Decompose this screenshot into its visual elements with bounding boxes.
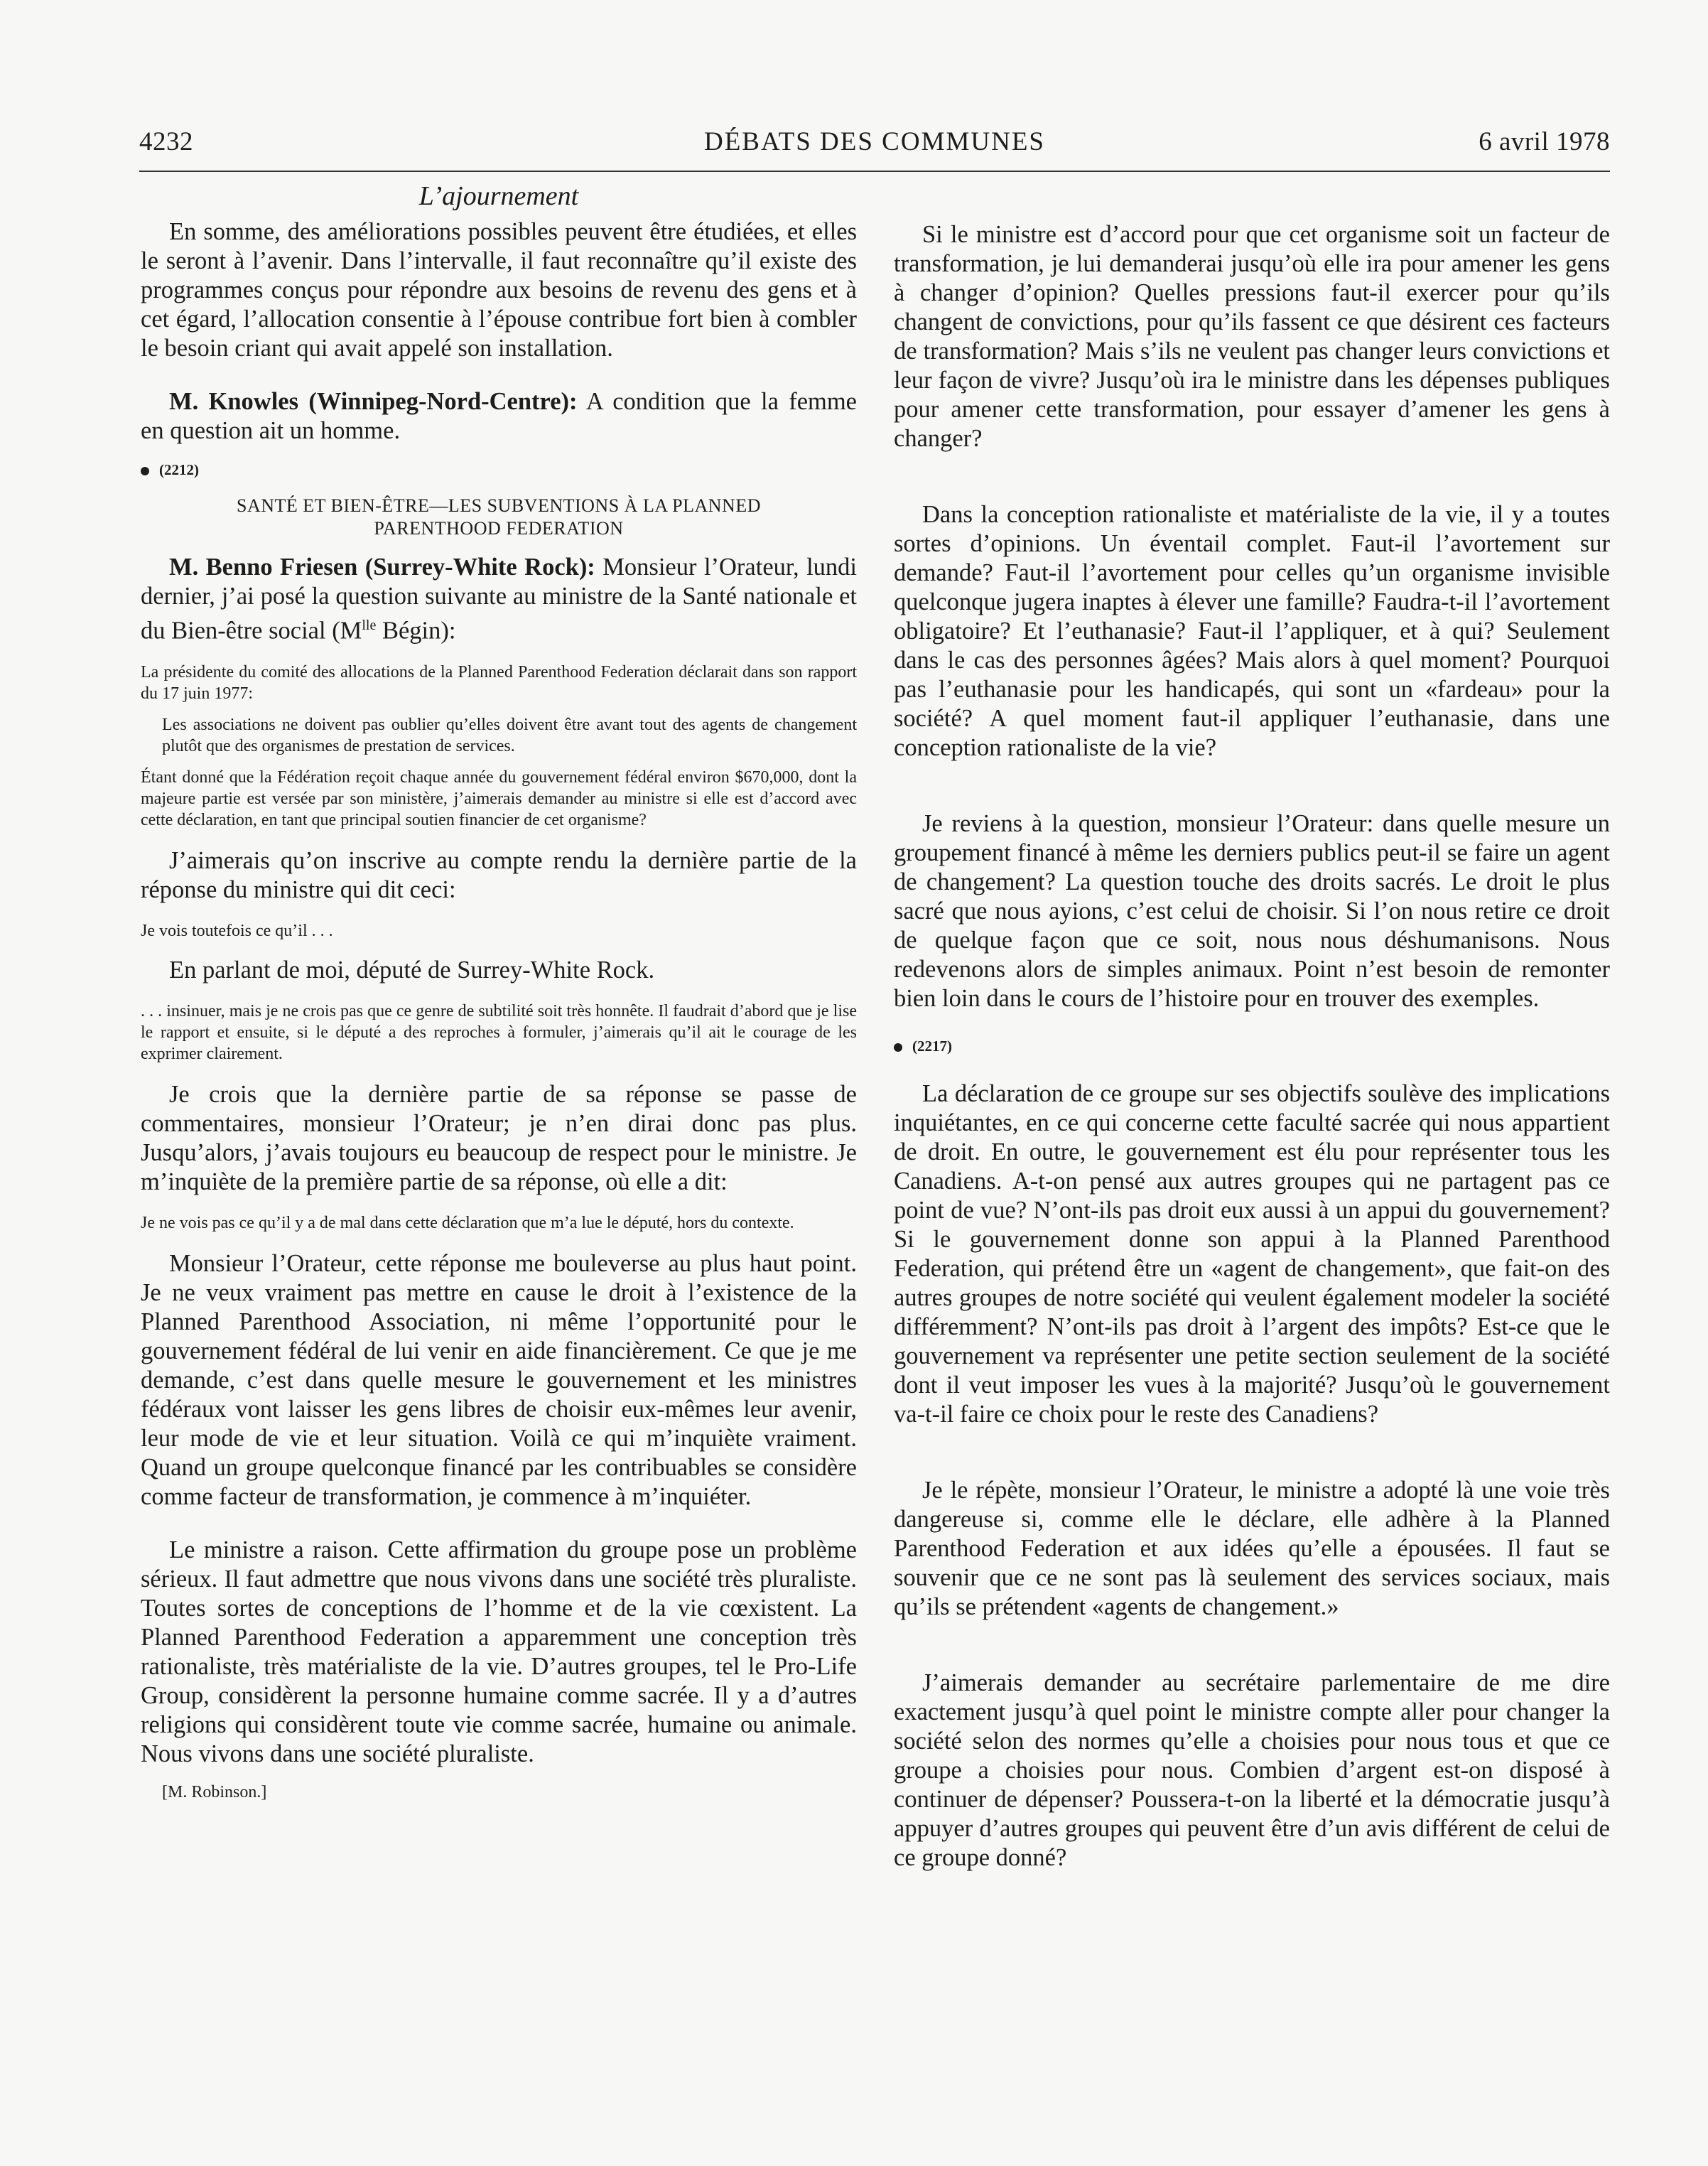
paragraph xyxy=(141,387,857,446)
bullet-icon xyxy=(141,467,149,475)
publication-title: DÉBATS DES COMMUNES xyxy=(703,127,1045,156)
quote: Je ne vois pas ce qu’il y a de mal dans cette déclaration que m’a lue le député, hors du contexte. xyxy=(141,1213,794,1232)
debate-heading xyxy=(141,495,857,540)
page-number: 4232 xyxy=(139,127,193,156)
time-marker xyxy=(141,461,857,479)
paragraph: J’aimerais demander au secrétaire parlementaire de me dire exactement jusqu’à quel point le ministre compte aller pour changer la société selon des normes qu’elle a choisies pour nous tous et que ce groupe a choisies pour nous. Combien d’argent est-on disposé à continuer de dépenser? Poussera-t-on la liberté et la démocratie jusqu’à appuyer d’autres groupes qui peuvent être d’un avis différent de celui de ce groupe donné? xyxy=(894,1669,1610,1871)
speech-text: Bégin): xyxy=(376,617,456,645)
paragraph: J’aimerais qu’on inscrive au compte rendu la dernière partie de la réponse du ministre qui dit ceci: xyxy=(141,846,857,903)
debate-heading-line: PARENTHOOD FEDERATION xyxy=(374,518,624,539)
paragraph: Dans la conception rationaliste et matérialiste de la vie, il y a toutes sortes d’opinions. Un éventail complet. Faut-il l’avortement sur demande? Faut-il l’avortement pour celles qu’un organisme invisible quelconque jugera inaptes à élever une famille? Faudra-t-il l’avortement obligatoire? Et l’euthanasie? Faut-il l’appliquer, et à qui? Seulement dans le cas des personnes âgées? Mais alors à quel moment? Pourquoi pas l’euthanasie pour les handicapés, qui sont un «fardeau» pour la société? A quel moment faut-il appliquer l’euthanasie, dans une conception rationaliste de la vie? xyxy=(894,501,1610,761)
chair-note: [M. Robinson.] xyxy=(162,1782,267,1801)
section-title: L’ajournement xyxy=(418,181,579,211)
time-marker xyxy=(894,1038,1610,1055)
superscript: lle xyxy=(362,618,377,633)
paragraph xyxy=(141,553,857,646)
debate-heading-line: SANTÉ ET BIEN-ÊTRE—LES SUBVENTIONS À LA PLANNED xyxy=(237,495,761,516)
time-marker-text: (2212) xyxy=(159,461,199,478)
paragraph: En somme, des améliorations possibles peuvent être étudiées, et elles le seront à l’avenir. Dans l’intervalle, il faut reconnaître qu’il existe des programmes conçus pour répondre aux besoins de revenu des gens et à cet égard, l’allocation consentie à l’épouse contribue fort bien à combler le besoin criant qui avait appelé son installation. xyxy=(141,218,857,362)
quote: La présidente du comité des allocations de la Planned Parenthood Federation déclarait dans son rapport du 17 juin 1977: xyxy=(141,662,857,703)
paragraph: Je reviens à la question, monsieur l’Orateur: dans quelle mesure un groupement financé à même les derniers publics peut-il se faire un agent de changement? La question touche des droits sacrés. Le droit le plus sacré que nous ayions, c’est celui de choisir. Si l’on nous retire ce droit de quelque façon que ce soit, nous nous déshumanisons. Nous redevenons alors de simples animaux. Point n’est besoin de remonter bien loin dans le cours de l’histoire pour en trouver des exemples. xyxy=(894,810,1610,1012)
quote: Je vois toutefois ce qu’il . . . xyxy=(141,921,333,940)
left-column xyxy=(141,175,857,1802)
paragraph: Je le répète, monsieur l’Orateur, le ministre a adopté là une voie très dangereuse si, comme elle le déclare, elle adhère à la Planned Parenthood Federation et aux idées qu’elle a épousées. Il faut se souvenir que ce ne sont pas là seulement des services sociaux, mais qu’ils se prétendent «agents de changement.» xyxy=(894,1477,1610,1620)
issue-date: 6 avril 1978 xyxy=(1479,127,1610,156)
speaker-name: M. Knowles (Winnipeg-Nord-Centre): xyxy=(169,388,578,415)
speaker-name: M. Benno Friesen (Surrey-White Rock): xyxy=(169,554,595,581)
quote: Les associations ne doivent pas oublier qu’elles doivent être avant tout des agents de changement plutôt que des organismes de prestation de services. xyxy=(162,715,857,755)
quote: Étant donné que la Fédération reçoit chaque année du gouvernement fédéral environ $670,000, dont la majeure partie est versée par son ministère, j’aimerais demander au ministre si elle est d’accord avec cette déclaration, en tant que principal soutien financier de cet organisme? xyxy=(141,767,857,829)
right-column xyxy=(894,220,1610,1873)
speech-text: Monsieur l’Orateur, lundi dernier, j’ai posé la question suivante au ministre de la Santé nationale et du Bien-être social (M xyxy=(141,554,857,645)
page-header xyxy=(139,126,1610,172)
paragraph: La déclaration de ce groupe sur ses objectifs soulève des implications inquiétantes, en ce qui concerne cette faculté sacrée qui nous appartient de droit. En outre, le gouvernement est élu pour représenter tous les Canadiens. A-t-on pensé aux autres groupes qui ne partagent pas ce point de vue? N’ont-ils pas droit eux aussi à un appui du gouvernement? Si le gouvernement donne son appui à la Planned Parenthood Federation, qui prétend être un «agent de changement», que fait-on des autres groupes de notre société qui veulent également modeler la société différemment? N’ont-ils pas droit à l’argent des impôts? Est-ce que le gouvernement va représenter une petite section seulement de la société dont il veut imposer les vues à la majorité? Jusqu’où le gouvernement va-t-il faire ce choix pour le reste des Canadiens? xyxy=(894,1080,1610,1428)
time-marker-text: (2217) xyxy=(912,1038,952,1055)
paragraph: Je crois que la dernière partie de sa réponse se passe de commentaires, monsieur l’Orateur; je n’en dirai donc pas plus. Jusqu’alors, j’avais toujours eu beaucoup de respect pour le ministre. Je m’inquiète de la première partie de sa réponse, où elle a dit: xyxy=(141,1080,857,1195)
paragraph: Si le ministre est d’accord pour que cet organisme soit un facteur de transformation, je lui demanderai jusqu’où elle ira pour amener les gens à changer d’opinion? Quelles pressions faut-il exercer pour qu’ils changent de convictions, pour qu’ils fassent ce que désirent ces facteurs de transformation? Mais s’ils ne veulent pas changer leurs convictions et leur façon de vivre? Jusqu’où ira le ministre dans les dépenses publiques pour amener cette transformation, pour essayer d’amener les gens à changer? xyxy=(894,221,1610,452)
quote: . . . insinuer, mais je ne crois pas que ce genre de subtilité soit très honnête. Il faudrait d’abord que je lise le rapport et ensuite, si le député a des reproches à formuler, j’aimerais qu’il ait le courage de les exprimer clairement. xyxy=(141,1001,857,1063)
bullet-icon xyxy=(894,1043,902,1052)
paragraph: Le ministre a raison. Cette affirmation du groupe pose un problème sérieux. Il faut admettre que nous vivons dans une société très pluraliste. Toutes sortes de conceptions de l’homme et de la vie cœxistent. La Planned Parenthood Federation a apparemment une conception très rationaliste, très matérialiste de la vie. D’autres groupes, tel le Pro-Life Group, considèrent la personne humaine comme sacrée. Il y a d’autres religions qui considèrent toute vie comme sacrée, humaine ou animale. Nous vivons dans une société pluraliste. xyxy=(141,1536,857,1767)
paragraph: Monsieur l’Orateur, cette réponse me bouleverse au plus haut point. Je ne veux vraiment pas mettre en cause le droit à l’existence de la Planned Parenthood Association, ni même l’opportunité pour le gouvernement fédéral de lui venir en aide financièrement. Ce que je me demande, c’est dans quelle mesure le gouvernement et les ministres fédéraux vont laisser les gens libres de choisir eux-mêmes leur avenir, leur mode de vie et leur situation. Voilà ce qui m’inquiète vraiment. Quand un groupe quelconque financé par les contribuables se considère comme facteur de transformation, je commence à m’inquiéter. xyxy=(141,1249,857,1510)
speech-text: A condition que la femme en question ait un homme. xyxy=(141,388,857,444)
paragraph: En parlant de moi, député de Surrey-White Rock. xyxy=(169,956,655,984)
